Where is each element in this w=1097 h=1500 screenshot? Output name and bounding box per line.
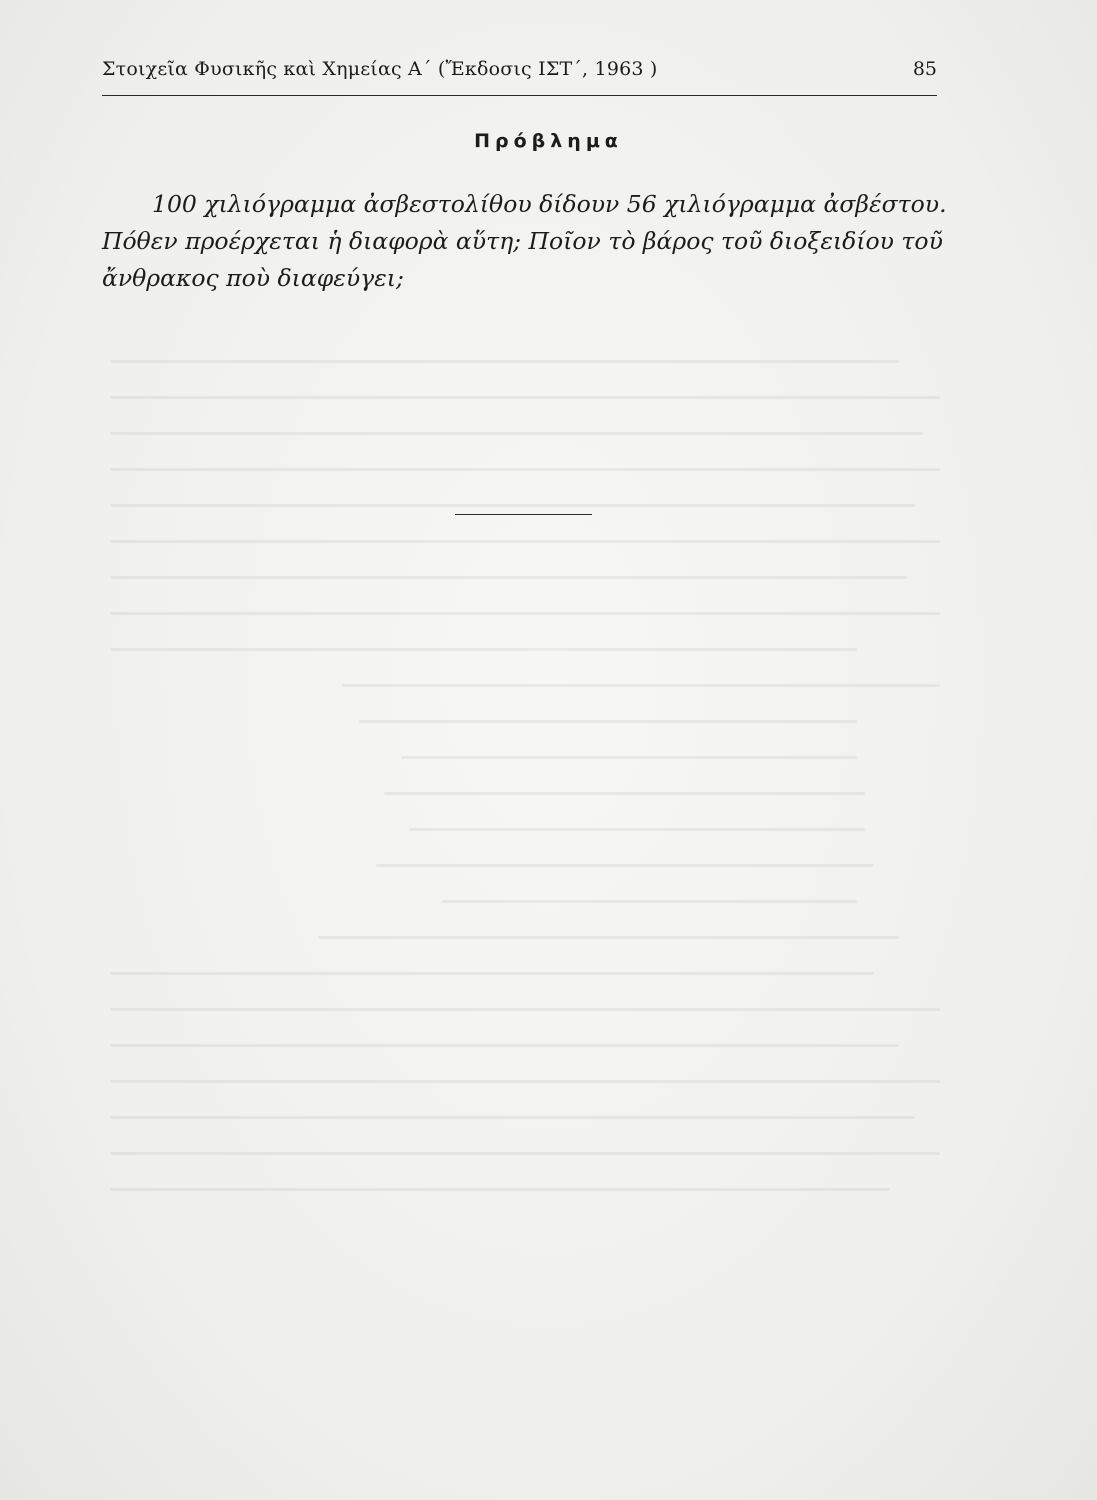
problem-line: ἄνθρακος ποὺ διαφεύγει; [102,264,404,292]
reverse-side-show-through [110,360,940,1260]
header-rule [102,95,937,96]
page-number: 85 [912,58,937,80]
page-header [102,58,937,90]
problem-line: 100 χιλιόγραμμα ἀσβεστολίθου δίδουν 56 χιλιόγραμμα ἀσβέστου. [152,190,947,218]
running-title: Στοιχεῖα Φυσικῆς καὶ Χημείας Α΄ (Ἔκδοσις ΙΣΤ΄, 1963 ) [102,58,658,80]
section-heading: Πρόβλημα [474,130,623,152]
problem-paragraph [102,186,947,297]
section-separator [455,514,592,515]
problem-line: Πόθεν προέρχεται ἡ διαφορὰ αὕτη; Ποῖον τὸ βάρος τοῦ διοξειδίου τοῦ [102,227,943,255]
